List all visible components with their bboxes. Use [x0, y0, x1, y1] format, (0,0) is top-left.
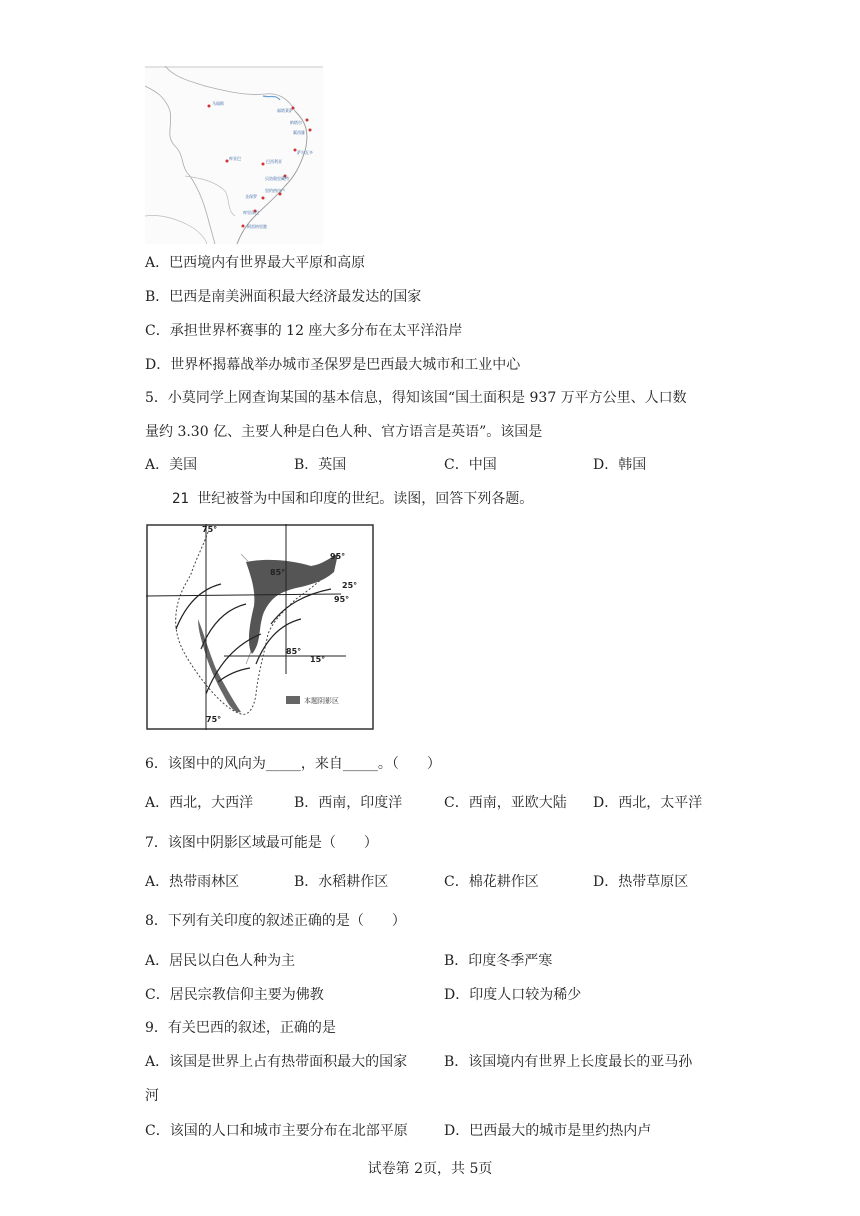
svg-text:巴西利亚: 巴西利亚 — [266, 159, 282, 164]
q7-stem: 7．该图中阴影区域最可能是（ ） — [145, 835, 378, 851]
svg-text:马瑙斯: 马瑙斯 — [212, 101, 224, 106]
q7-option-b: B．水稻耕作区 — [294, 874, 389, 890]
section-intro: 21 世纪被誉为中国和印度的世纪。读图，回答下列各题。 — [172, 491, 534, 507]
map2-label-95-top: 95° — [330, 552, 346, 561]
svg-text:福塔莱萨: 福塔莱萨 — [277, 108, 293, 113]
q9-option-d: D．巴西最大的城市是里约热内卢 — [444, 1123, 652, 1139]
svg-text:圣保罗: 圣保罗 — [245, 194, 257, 199]
svg-text:累西腓: 累西腓 — [293, 130, 305, 135]
q8-option-a: A．居民以白色人种为主 — [145, 953, 296, 969]
q9-option-b-continued: 河 — [145, 1088, 159, 1104]
map2-label-95: 95° — [334, 595, 350, 604]
q9-option-c: C．该国的人口和城市主要分布在北部平原 — [145, 1123, 408, 1139]
q5-stem-line2: 量约 3.30 亿、主要人种是白色人种、官方语言是英语”。该国是 — [145, 424, 543, 440]
q9-option-b: B．该国境内有世界上长度最长的亚马孙 — [444, 1054, 693, 1070]
brazil-city-map — [145, 66, 323, 244]
q7-option-c: C．棉花耕作区 — [444, 874, 539, 890]
map2-label-85-lower: 85° — [286, 647, 302, 656]
q5-option-b: B．英国 — [294, 457, 347, 473]
q6-option-c: C．西南，亚欧大陆 — [444, 795, 567, 811]
q5-option-a: A．美国 — [145, 457, 198, 473]
svg-text:纳塔尔: 纳塔尔 — [290, 120, 302, 125]
map2-label-75-bottom: 75° — [206, 715, 222, 724]
q9-option-a: A．该国是世界上占有热带面积最大的国家 — [145, 1054, 408, 1070]
q6-option-a: A．西北，大西洋 — [145, 795, 254, 811]
q4-option-a: A．巴西境内有世界最大平原和高原 — [145, 255, 366, 271]
map2-label-75-top: 75° — [202, 525, 218, 534]
q6-stem: 6．该图中的风向为_____，来自_____。（ ） — [145, 756, 441, 772]
q5-stem-line1: 5．小莫同学上网查询某国的基本信息，得知该国“国土面积是 937 万平方公里、人口数 — [145, 390, 687, 406]
map2-label-85: 85° — [270, 568, 286, 577]
svg-text:阿雷格里港: 阿雷格里港 — [247, 224, 267, 229]
legend-label: 本题阴影区 — [304, 697, 339, 705]
q4-option-c: C．承担世界杯赛事的 12 座大多分布在太平洋沿岸 — [145, 323, 463, 339]
map2-label-25: 25° — [342, 581, 358, 590]
svg-text:贝洛奥里藏特: 贝洛奥里藏特 — [265, 176, 289, 181]
q8-stem: 8．下列有关印度的叙述正确的是（ ） — [145, 913, 406, 929]
q7-option-a: A．热带雨林区 — [145, 874, 240, 890]
q6-option-b: B．西南，印度洋 — [294, 795, 403, 811]
legend-swatch — [286, 696, 300, 704]
svg-text:萨尔瓦多: 萨尔瓦多 — [297, 150, 313, 155]
q9-stem: 9．有关巴西的叙述，正确的是 — [145, 1020, 336, 1036]
q4-option-d: D．世界杯揭幕战举办城市圣保罗是巴西最大城市和工业中心 — [145, 357, 521, 373]
svg-text:库里蒂巴: 库里蒂巴 — [243, 210, 259, 215]
q8-option-d: D．印度人口较为稀少 — [444, 987, 582, 1003]
q6-option-d: D．西北，太平洋 — [593, 795, 703, 811]
q8-option-b: B．印度冬季严寒 — [444, 953, 553, 969]
q5-option-c: C．中国 — [444, 457, 497, 473]
svg-text:里约热内卢: 里约热内卢 — [265, 188, 285, 193]
q4-option-b: B．巴西是南美洲面积最大经济最发达的国家 — [145, 289, 422, 305]
page-footer: 试卷第 2页，共 5页 — [367, 1161, 493, 1177]
map2-label-15: 15° — [310, 655, 326, 664]
q7-option-d: D．热带草原区 — [593, 874, 689, 890]
q5-option-d: D．韩国 — [593, 457, 647, 473]
india-map — [146, 524, 374, 730]
svg-text:库亚巴: 库亚巴 — [229, 156, 241, 161]
q8-option-c: C．居民宗教信仰主要为佛教 — [145, 987, 324, 1003]
